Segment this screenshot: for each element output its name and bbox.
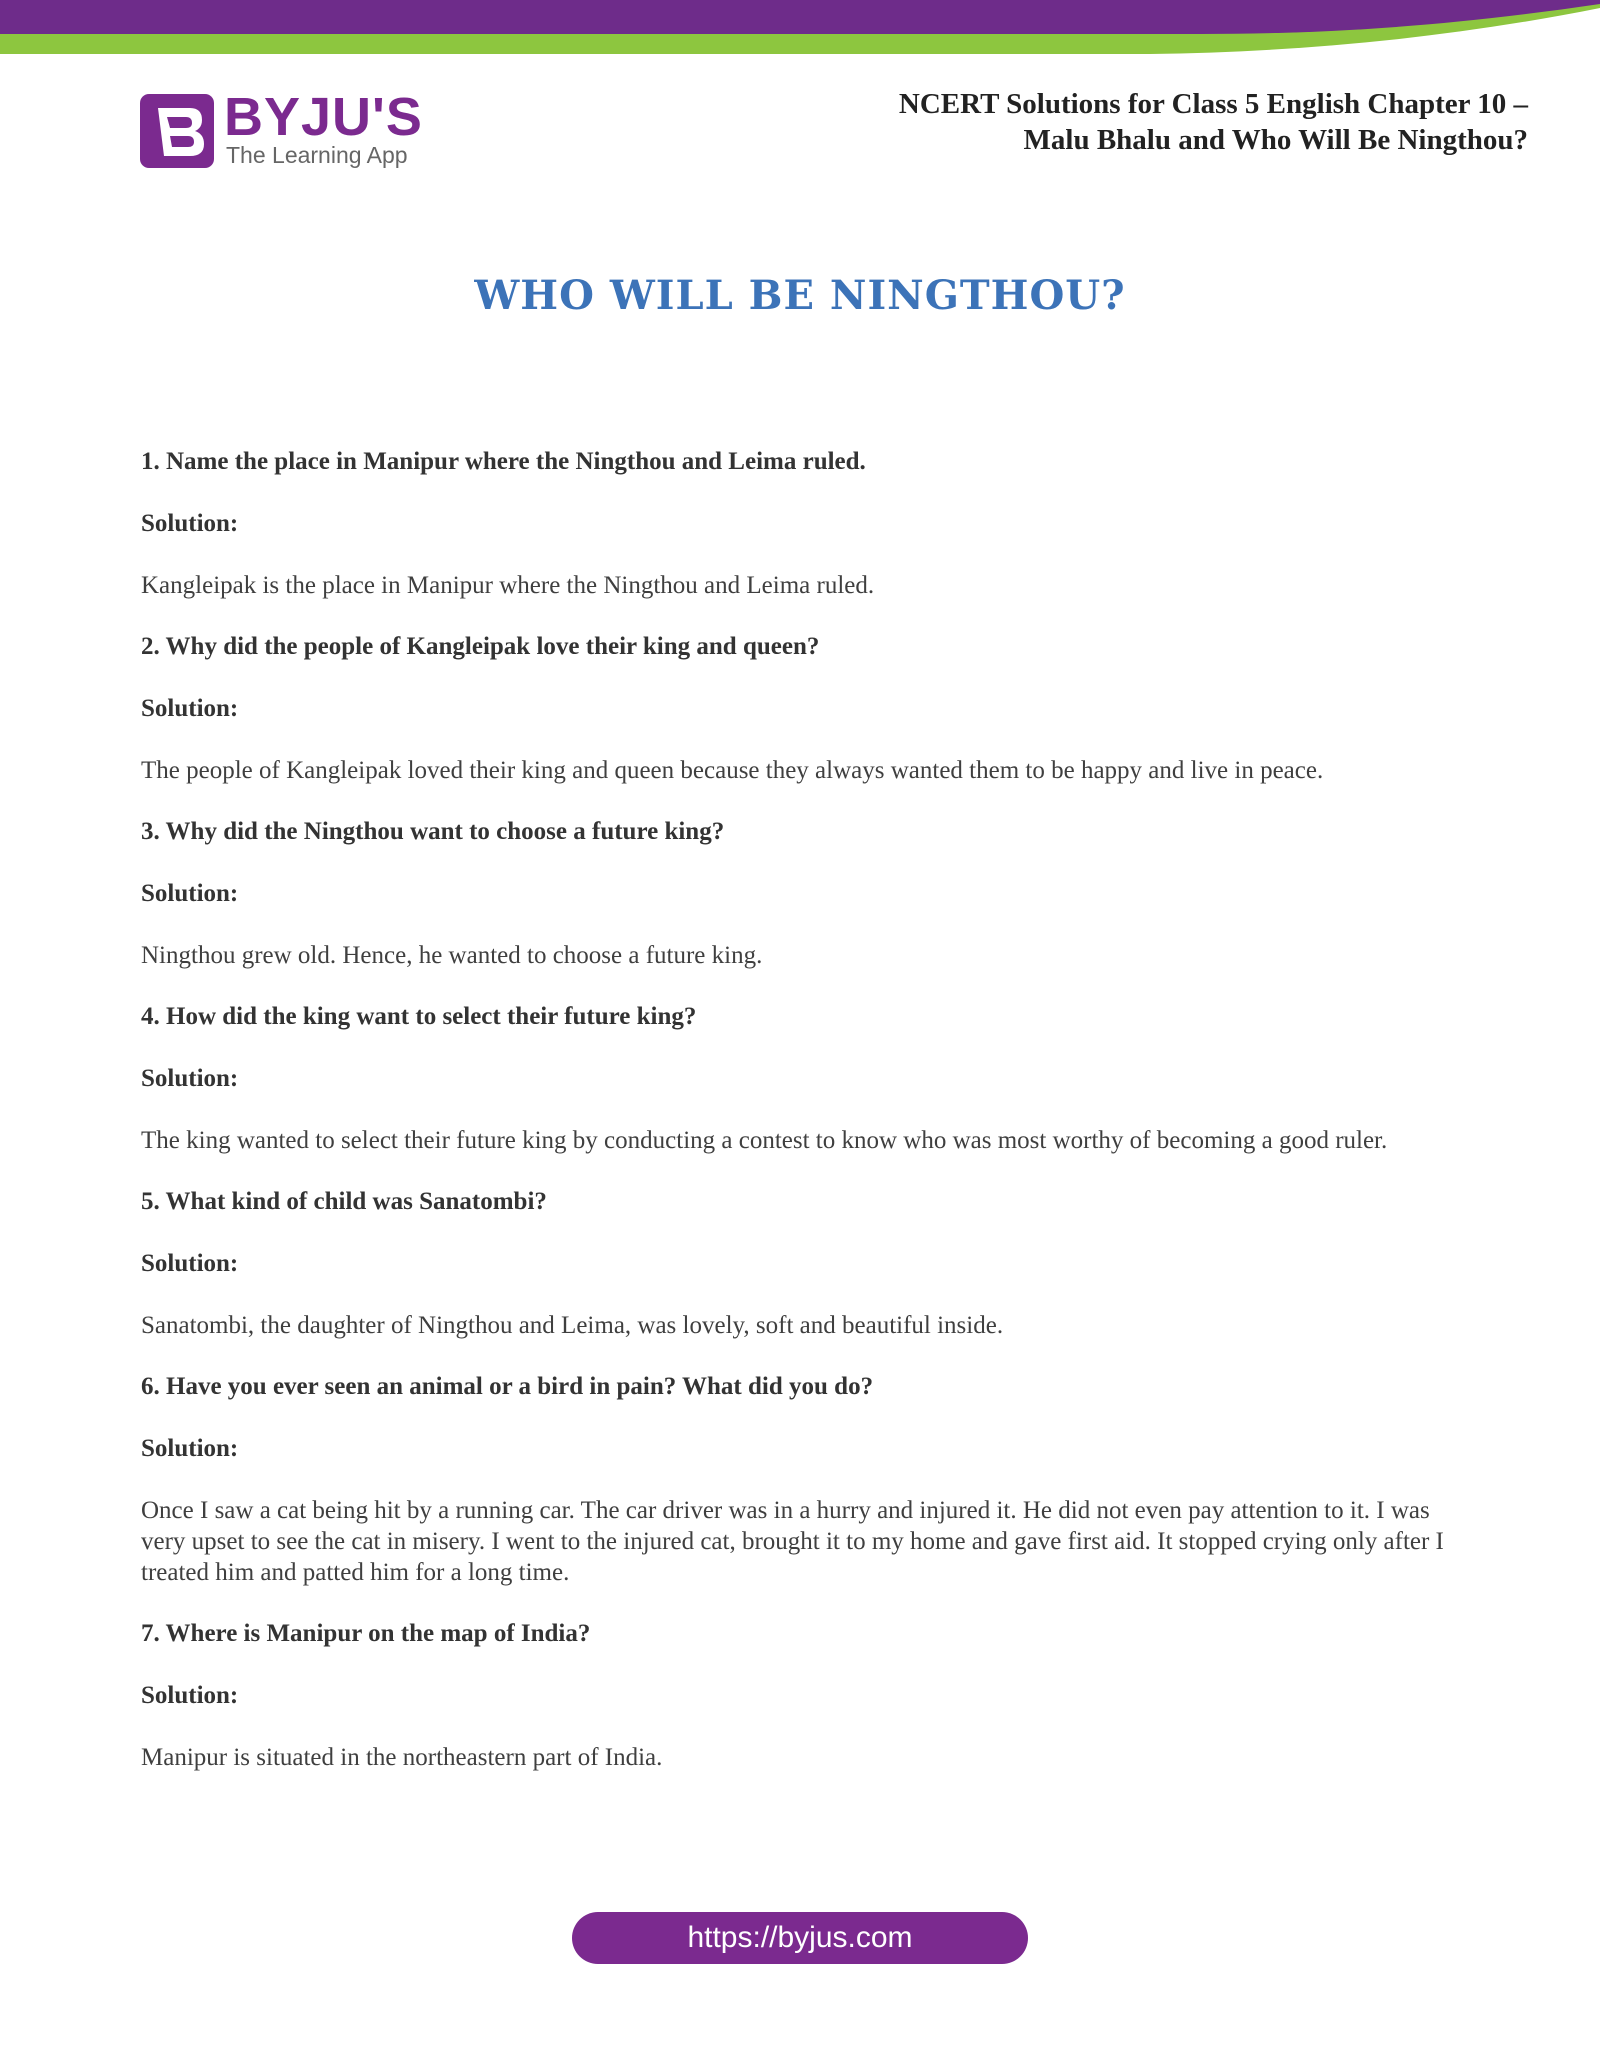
document-header-title bbox=[808, 86, 1528, 158]
qa-item-7 bbox=[141, 1618, 1461, 1773]
question-1: 1. Name the place in Manipur where the Ningthou and Leima ruled. bbox=[141, 448, 866, 475]
brand-logo bbox=[140, 87, 423, 172]
brand-logo-glyph bbox=[140, 94, 214, 168]
question-2: 2. Why did the people of Kangleipak love their king and queen? bbox=[141, 633, 820, 660]
question-answer-list bbox=[141, 446, 1461, 1803]
solution-label-6: Solution: bbox=[141, 1435, 239, 1462]
header-title-line-1: NCERT Solutions for Class 5 English Chapter 10 – bbox=[898, 88, 1528, 120]
answer-5: Sanatombi, the daughter of Ningthou and Leima, was lovely, soft and beautiful inside. bbox=[141, 1312, 1004, 1339]
question-6: 6. Have you ever seen an animal or a bird in pain? What did you do? bbox=[141, 1373, 874, 1400]
answer-7: Manipur is situated in the northeastern part of India. bbox=[141, 1744, 663, 1771]
brand-tagline: The Learning App bbox=[226, 142, 408, 168]
solution-label-2: Solution: bbox=[141, 695, 239, 722]
answer-2: The people of Kangleipak loved their king and queen because they always wanted them to be happy and live in peace. bbox=[141, 757, 1324, 784]
solution-label-3: Solution: bbox=[141, 880, 239, 907]
qa-item-2 bbox=[141, 631, 1461, 786]
qa-item-1 bbox=[141, 446, 1461, 601]
question-3: 3. Why did the Ningthou want to choose a future king? bbox=[141, 818, 725, 845]
qa-item-3 bbox=[141, 816, 1461, 971]
footer-url-link[interactable]: https://byjus.com bbox=[572, 1912, 1028, 1964]
brand-name: BYJU'S bbox=[224, 87, 423, 147]
answer-4: The king wanted to select their future king by conducting a contest to know who was most worthy of becoming a good ruler. bbox=[141, 1127, 1388, 1154]
qa-item-5 bbox=[141, 1186, 1461, 1341]
answer-3: Ningthou grew old. Hence, he wanted to choose a future king. bbox=[141, 942, 763, 969]
question-7: 7. Where is Manipur on the map of India? bbox=[141, 1620, 591, 1647]
solution-label-4: Solution: bbox=[141, 1065, 239, 1092]
solution-label-1: Solution: bbox=[141, 510, 239, 537]
qa-item-6 bbox=[141, 1371, 1461, 1588]
solution-label-5: Solution: bbox=[141, 1250, 239, 1277]
header-band-graphic bbox=[0, 0, 1600, 60]
question-4: 4. How did the king want to select their future king? bbox=[141, 1003, 697, 1030]
page-title: WHO WILL BE NINGTHOU? bbox=[474, 272, 1126, 319]
header-decorative-band bbox=[0, 0, 1600, 60]
answer-6: Once I saw a cat being hit by a running car. The car driver was in a hurry and injured it. He did not even pay attention to it. I was very upset to see the cat in misery. I went to the injured cat, brought it to my home and gave first aid. It stopped crying only after I treated him and patted him for a long time. bbox=[141, 1497, 1444, 1586]
solution-label-7: Solution: bbox=[141, 1682, 239, 1709]
answer-1: Kangleipak is the place in Manipur where the Ningthou and Leima ruled. bbox=[141, 572, 875, 599]
header-title-line-2: Malu Bhalu and Who Will Be Ningthou? bbox=[1023, 124, 1528, 156]
qa-item-4 bbox=[141, 1001, 1461, 1156]
brand-logo-icon bbox=[140, 94, 214, 168]
question-5: 5. What kind of child was Sanatombi? bbox=[141, 1188, 547, 1215]
